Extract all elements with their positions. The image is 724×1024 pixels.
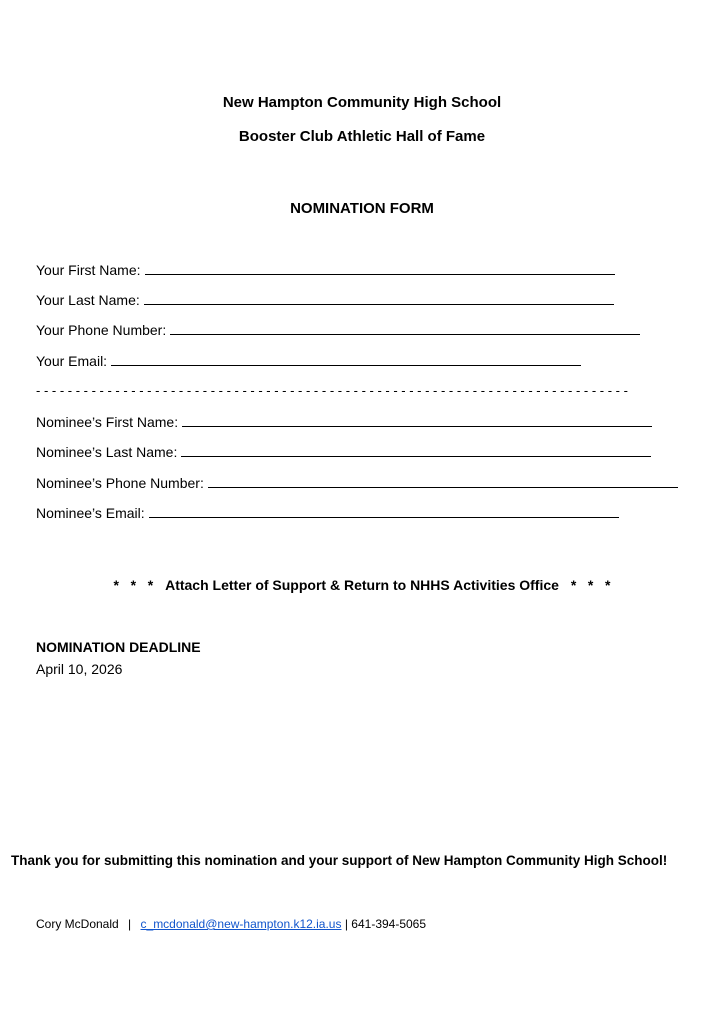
contact-line [36, 917, 426, 931]
your-first-name-line[interactable] [145, 262, 615, 275]
your-email-field[interactable] [36, 353, 581, 369]
nominee-email-line[interactable] [149, 505, 619, 518]
nominee-first-name-field[interactable] [36, 414, 652, 430]
club-name: Booster Club Athletic Hall of Fame [238, 128, 486, 145]
attach-stars-left: * * * [113, 577, 154, 593]
attach-note [0, 577, 724, 593]
contact-phone: 641-394-5065 [351, 917, 427, 931]
your-email-label: Your Email: [36, 353, 108, 369]
deadline-date: April 10, 2026 [36, 661, 123, 677]
school-name: New Hampton Community High School [222, 94, 502, 111]
your-phone-field[interactable] [36, 322, 640, 338]
nominee-phone-line[interactable] [208, 475, 678, 488]
dashed-divider: - - - - - - - - - - - - - - - - - - - - - - - - - - - - - - - - - - - - - - - - - - - - - - - - - - - - - - - - - - - - - - - - - - - - - - - - - - - [36, 383, 628, 398]
form-title: NOMINATION FORM [290, 200, 434, 217]
your-email-line[interactable] [111, 353, 581, 366]
contact-email-link[interactable]: c_mcdonald@new-hampton.k12.ia.us [140, 917, 342, 931]
nominee-first-name-line[interactable] [182, 414, 652, 427]
nominee-last-name-label: Nominee’s Last Name: [36, 444, 178, 460]
nominee-email-field[interactable] [36, 505, 619, 521]
deadline-heading: NOMINATION DEADLINE [36, 639, 201, 655]
your-first-name-label: Your First Name: [36, 262, 141, 278]
nominee-first-name-label: Nominee’s First Name: [36, 414, 179, 430]
thank-you-message: Thank you for submitting this nomination and your support of New Hampton Community High School! [11, 853, 668, 868]
your-phone-line[interactable] [170, 322, 640, 335]
your-last-name-line[interactable] [144, 292, 614, 305]
contact-separator: | [344, 917, 348, 931]
your-phone-label: Your Phone Number: [36, 322, 167, 338]
your-last-name-label: Your Last Name: [36, 292, 140, 308]
nominee-last-name-line[interactable] [181, 444, 651, 457]
attach-stars-right: * * * [570, 577, 611, 593]
contact-separator: | [128, 917, 132, 931]
your-last-name-field[interactable] [36, 292, 614, 308]
nominee-last-name-field[interactable] [36, 444, 651, 460]
nominee-phone-field[interactable] [36, 475, 678, 491]
nominee-email-label: Nominee’s Email: [36, 505, 145, 521]
your-first-name-field[interactable] [36, 262, 615, 278]
attach-text: Attach Letter of Support & Return to NHHS Activities Office [165, 577, 559, 593]
contact-name: Cory McDonald [36, 917, 119, 931]
nominee-phone-label: Nominee’s Phone Number: [36, 475, 204, 491]
